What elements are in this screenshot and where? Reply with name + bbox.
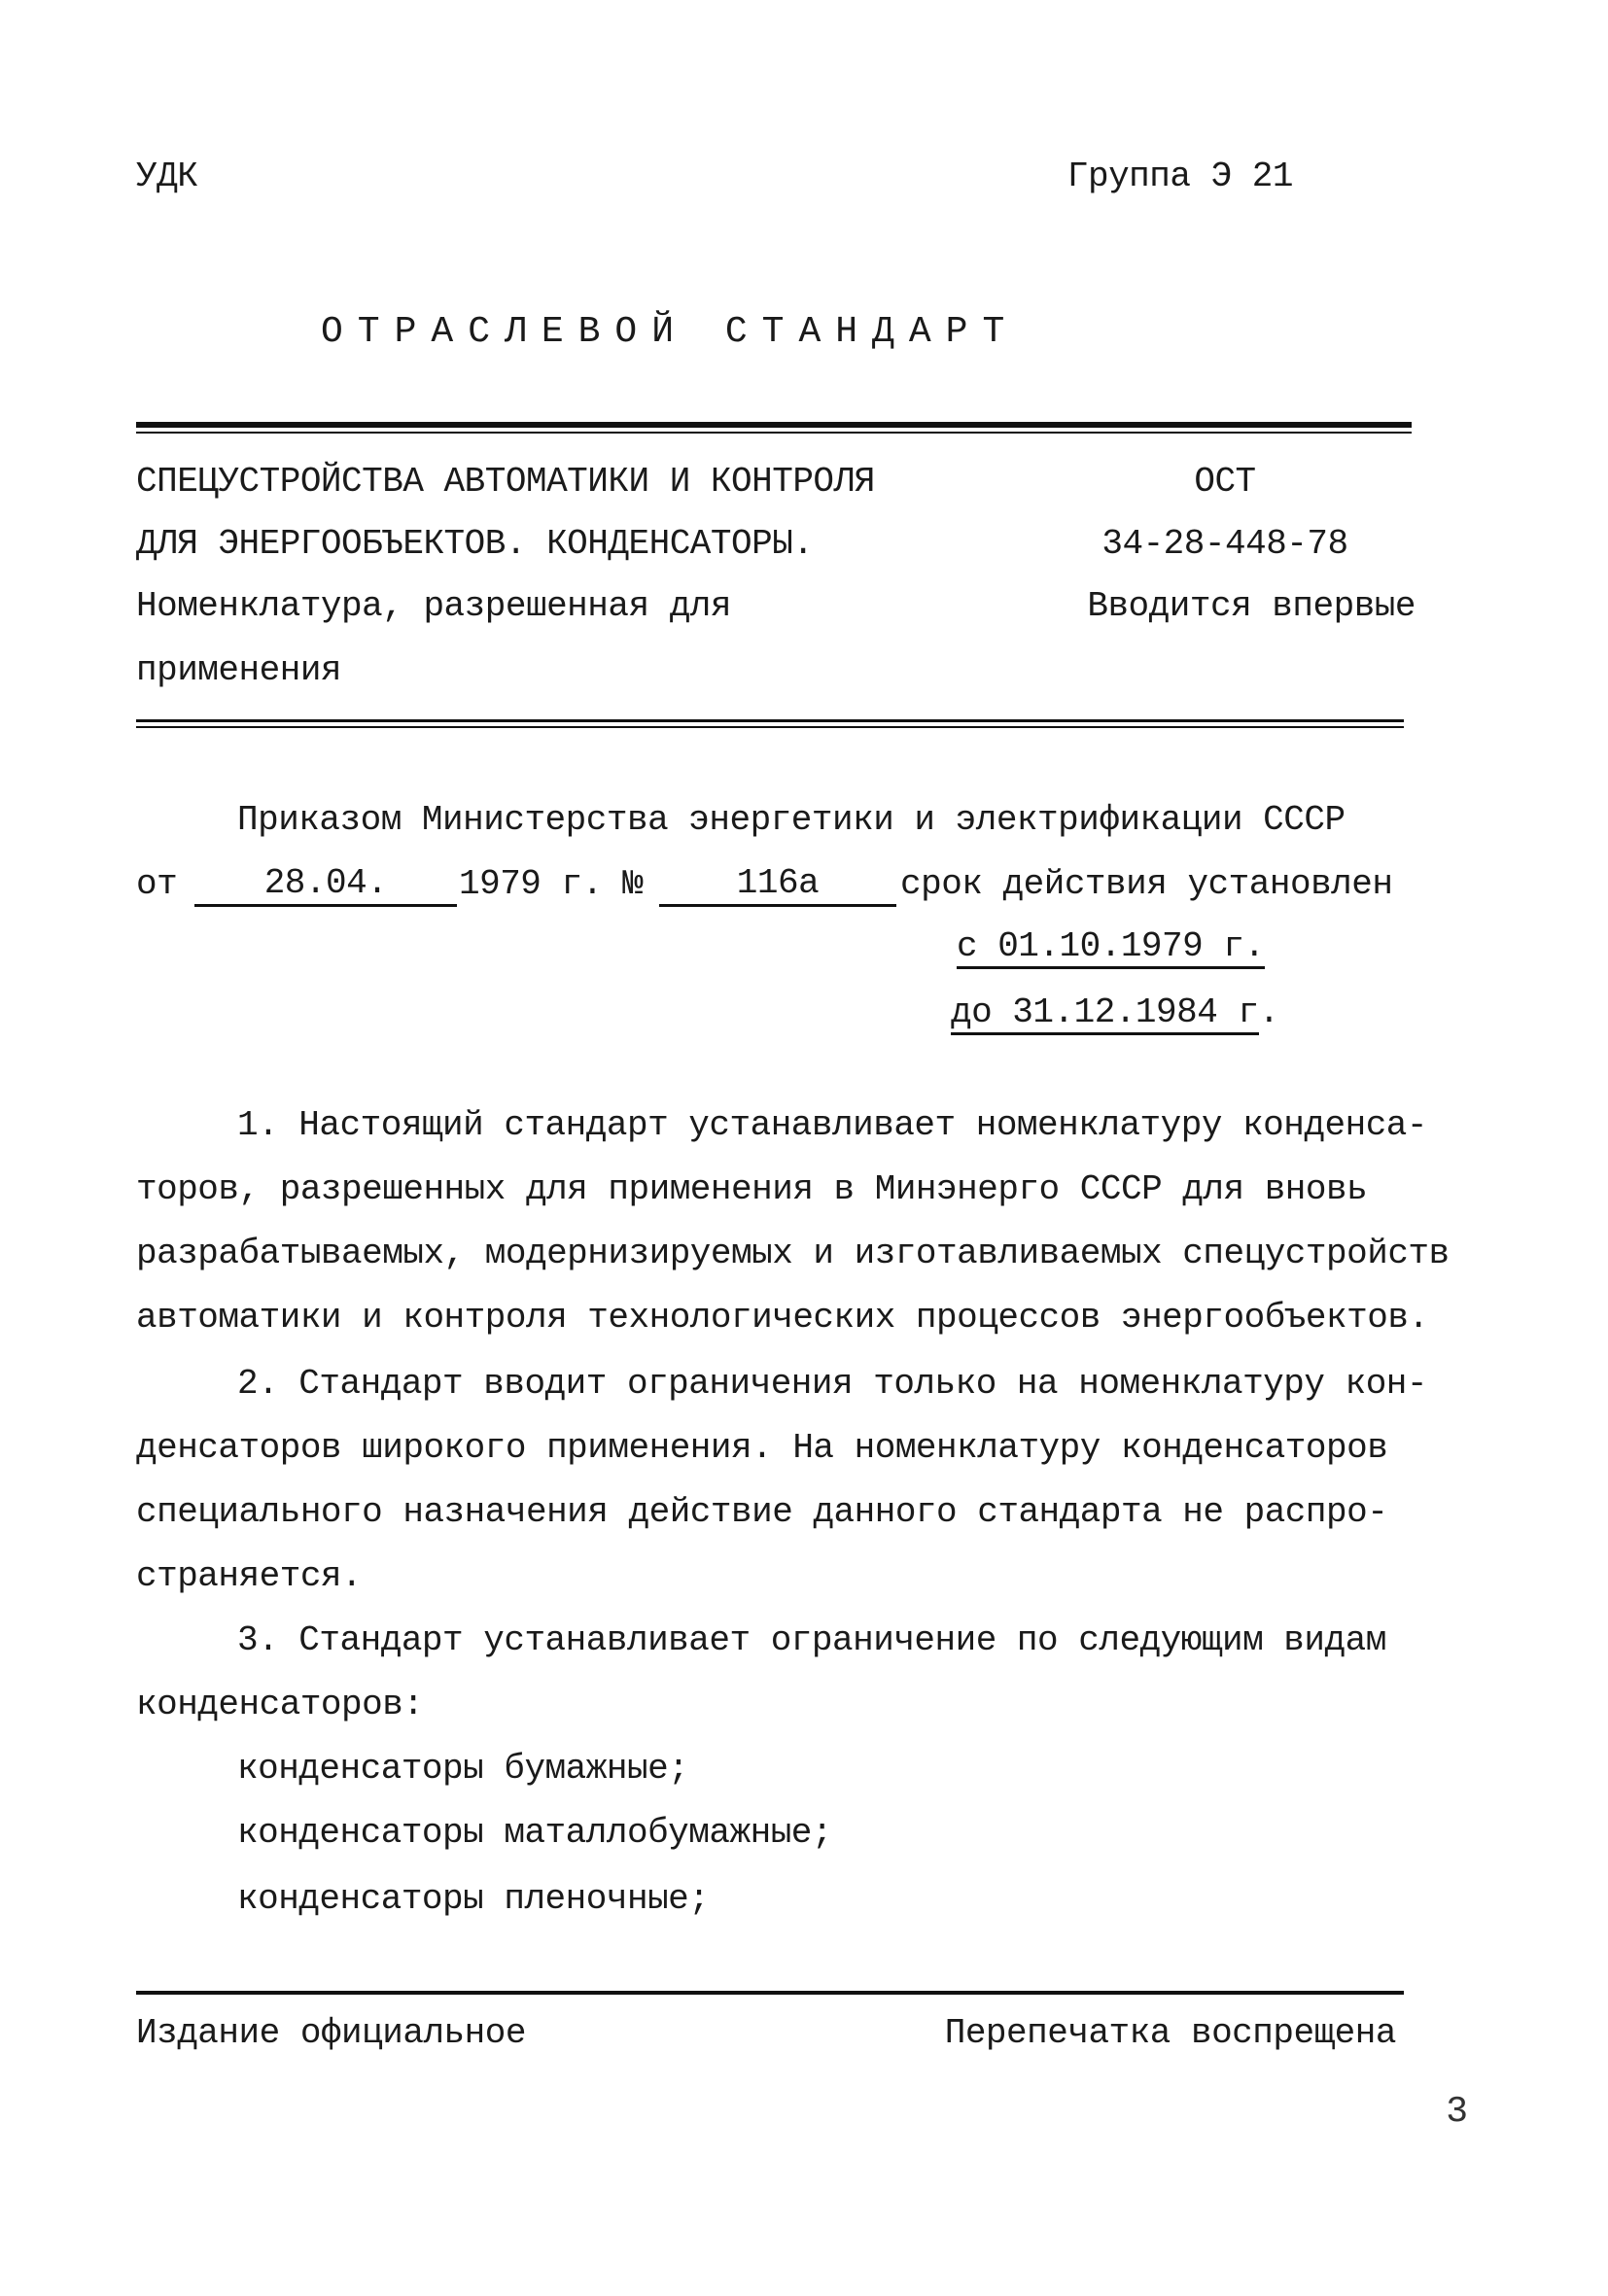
page-number: 3	[1446, 2091, 1468, 2133]
footer-rule	[136, 1991, 1404, 1995]
p3-line-1: 3. Стандарт устанавливает ограничение по следующим видам	[237, 1620, 1386, 1660]
middle-rule-thick	[136, 719, 1404, 722]
p2-line-1: 2. Стандарт вводит ограничения только на номенклатуру кон-	[237, 1364, 1428, 1404]
order-from-label: от	[136, 864, 178, 904]
p2-line-4: страняется.	[136, 1556, 363, 1596]
document-title: ОТРАСЛЕВОЙ СТАНДАРТ	[321, 311, 1020, 353]
standard-name-line-4: применения	[136, 650, 342, 690]
order-line-1: Приказом Министерства энергетики и электрификации СССР	[237, 800, 1346, 840]
list-item: конденсаторы бумажные;	[237, 1749, 689, 1789]
standard-name-line-2: ДЛЯ ЭНЕРГООБЪЕКТОВ. КОНДЕНСАТОРЫ.	[136, 524, 814, 564]
edition-note: Издание официальное	[136, 2013, 526, 2053]
designation-number: 34-28-448-78	[1101, 524, 1348, 564]
p1-line-4: автоматики и контроля технологических процессов энергообъектов.	[136, 1298, 1429, 1338]
standard-name-line-3: Номенклатура, разрешенная для	[136, 586, 732, 626]
middle-rule-thin	[136, 726, 1404, 728]
p2-line-3: специального назначения действие данного стандарта не распро-	[136, 1492, 1388, 1532]
standard-name-line-1: СПЕЦУСТРОЙСТВА АВТОМАТИКИ И КОНТРОЛЯ	[136, 462, 875, 502]
valid-to: до 31.12.1984 г	[951, 993, 1259, 1035]
p2-line-2: денсаторов широкого применения. На номенклатуру конденсаторов	[136, 1428, 1388, 1468]
valid-from: с 01.10.1979 г.	[957, 927, 1265, 969]
udk-label: УДК	[136, 157, 198, 196]
order-date: 28.04.	[194, 863, 457, 907]
designation-label: ОСТ	[1194, 462, 1256, 502]
top-rule-thin	[136, 432, 1412, 434]
p1-line-1: 1. Настоящий стандарт устанавливает номенклатуру конденса-	[237, 1105, 1428, 1145]
group-label: Группа Э 21	[1066, 157, 1293, 196]
valid-to-line	[951, 991, 1279, 1035]
reprint-note: Перепечатка воспрещена	[944, 2013, 1396, 2053]
p1-line-2: торов, разрешенных для применения в Минэнерго СССР для вновь	[136, 1169, 1368, 1209]
top-rule-thick	[136, 422, 1412, 428]
introduced-note: Вводится впервые	[1087, 586, 1416, 626]
list-item: конденсаторы маталлобумажные;	[237, 1813, 833, 1853]
validity-label: срок действия установлен	[900, 864, 1393, 904]
order-number: 116а	[659, 863, 896, 907]
p1-line-3: разрабатываемых, модернизируемых и изготавливаемых спецустройств	[136, 1234, 1450, 1273]
p3-line-2: конденсаторов:	[136, 1685, 424, 1724]
order-number-sign: №	[622, 864, 644, 904]
order-year: 1979 г.	[459, 864, 603, 904]
list-item: конденсаторы пленочные;	[237, 1879, 710, 1919]
valid-to-end: .	[1258, 992, 1279, 1032]
